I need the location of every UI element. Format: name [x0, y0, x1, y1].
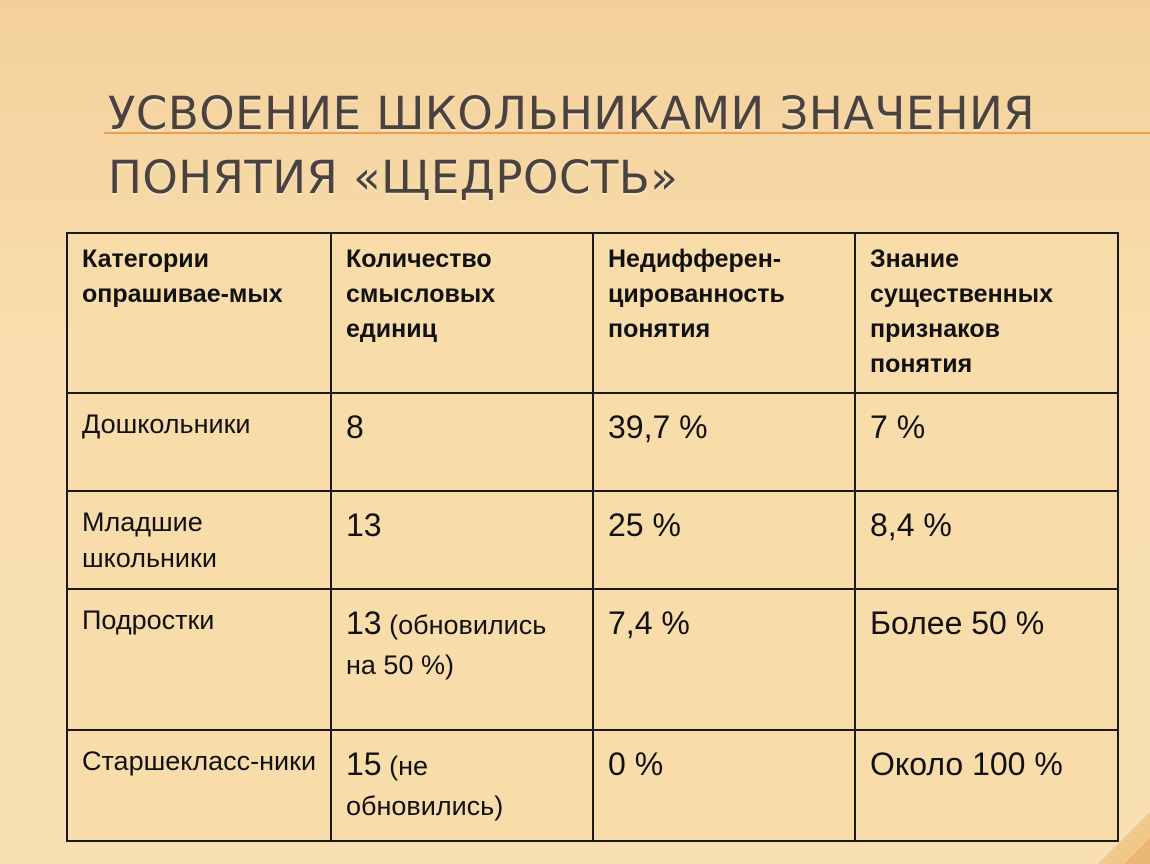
row-knowledge: 7 %: [855, 393, 1118, 491]
units-value: 13: [346, 507, 382, 543]
row-knowledge: Около 100 %: [855, 730, 1118, 841]
row-undifferentiated: 7,4 %: [593, 589, 855, 730]
table-row: [67, 393, 1118, 491]
results-table: [66, 232, 1119, 842]
row-units: [331, 589, 593, 730]
row-knowledge: 8,4 %: [855, 491, 1118, 589]
header-semantic-units: Количество смысловых единиц: [331, 233, 593, 393]
units-value: 8: [346, 409, 364, 445]
table-row: [67, 491, 1118, 589]
header-category: Категории опрашивае-мых: [67, 233, 331, 393]
row-undifferentiated: 0 %: [593, 730, 855, 841]
row-undifferentiated: 39,7 %: [593, 393, 855, 491]
row-category: Старшекласс-ники: [67, 730, 331, 841]
table-row: [67, 730, 1118, 841]
corner-decoration-inner: [1124, 838, 1150, 864]
header-undifferentiated: Недифферен-цированность понятия: [593, 233, 855, 393]
slide-title: [108, 82, 1108, 210]
table-header-row: [67, 233, 1118, 393]
row-units: [331, 730, 593, 841]
units-note: (не обновились): [346, 751, 504, 821]
row-units: [331, 491, 593, 589]
row-knowledge: Более 50 %: [855, 589, 1118, 730]
header-essential-features: Знание существенных признаков понятия: [855, 233, 1118, 393]
row-category: Младшие школьники: [67, 491, 331, 589]
row-units: [331, 393, 593, 491]
units-value: 13: [346, 605, 382, 641]
row-undifferentiated: 25 %: [593, 491, 855, 589]
row-category: Подростки: [67, 589, 331, 730]
units-note: (обновились на 50 %): [346, 610, 547, 680]
row-category: Дошкольники: [67, 393, 331, 491]
slide-title-line-1: УСВОЕНИЕ ШКОЛЬНИКАМИ ЗНАЧЕНИЯ: [108, 87, 1036, 140]
slide-title-line-2: ПОНЯТИЯ «ЩЕДРОСТЬ»: [108, 151, 679, 204]
units-value: 15: [346, 746, 382, 782]
table-row: [67, 589, 1118, 730]
